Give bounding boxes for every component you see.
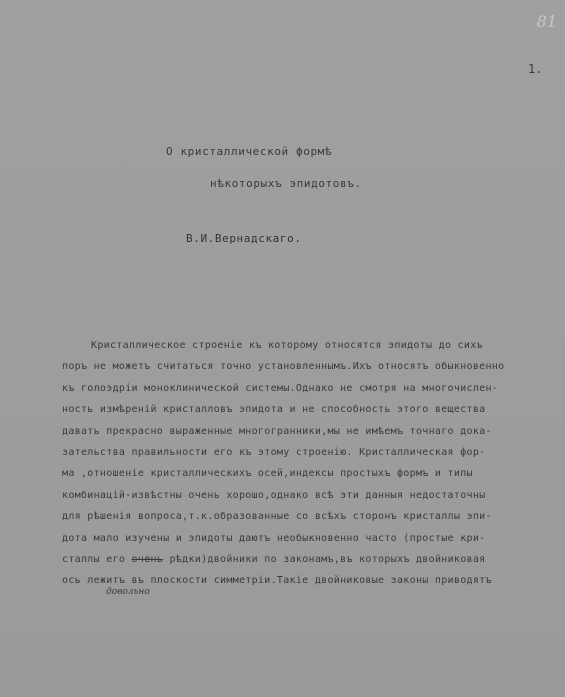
- page-number: 1.: [528, 62, 543, 76]
- body-line: ось лежитъ въ плоскости симметріи.Такіе двойниковые законы приводятъ: [62, 575, 492, 587]
- body-line: давать прекрасно выраженные многогранники,мы не имѣемъ точнаго дока-: [62, 425, 492, 437]
- body-line-end: рѣдки)двойники по законамъ,въ которыхъ двойниковая: [163, 553, 486, 565]
- body-line: къ голоэдріи моноклинической системы.Однако не смотря на многочислен-: [62, 382, 499, 394]
- body-paragraph: [62, 335, 552, 592]
- body-line: зательства правильности его къ этому строенію. Кристаллическая фор-: [62, 446, 486, 458]
- body-line: комбинацій-извѣстны очень хорошо,однако всѣ эти данныя недостаточны: [62, 489, 486, 501]
- body-line: дота мало изучены и эпидоты даютъ необыкновенно часто (простые кри-: [62, 532, 486, 544]
- struck-out-word: очень: [131, 553, 164, 565]
- body-line: ность измѣреній кристалловъ эпидота и не способность этого вещества: [62, 404, 486, 416]
- body-line: поръ не можетъ считаться точно установленнымъ.Ихъ относятъ обыкновенно: [62, 361, 505, 373]
- body-line: Кристаллическое строеніе къ которому относятся эпидоты до сихъ: [91, 340, 483, 351]
- handwritten-insertion: довольно: [106, 587, 150, 597]
- body-line: ма ,отношеніе кристаллическихъ осей,индексы простыхъ формъ и типы: [62, 468, 473, 480]
- body-line-with-correction: [62, 549, 552, 570]
- title-line-2: нѣкоторыхъ эпидотовъ.: [210, 177, 362, 190]
- archive-folio-mark: 81: [536, 12, 557, 31]
- author-name: В.И.Вернадскаго.: [186, 232, 302, 245]
- body-line: для рѣшенія вопроса,т.к.образованные со всѣхъ сторонъ кристаллы эпи-: [62, 511, 492, 523]
- body-line-start: сталлы его: [62, 553, 126, 565]
- title-line-1: О кристаллической формѣ: [166, 145, 333, 158]
